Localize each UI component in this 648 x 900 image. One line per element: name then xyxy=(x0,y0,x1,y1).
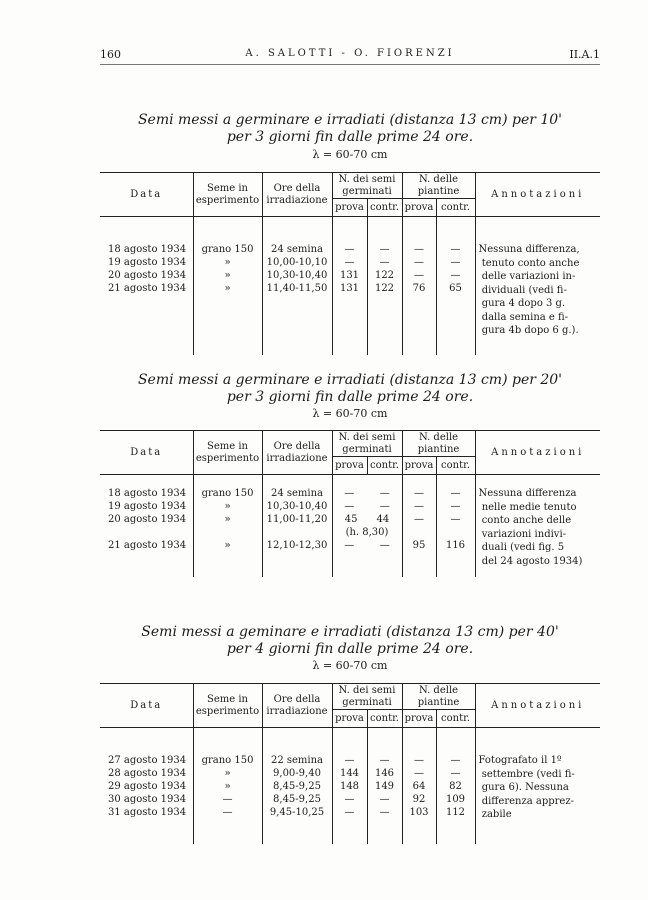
th-contr: contr. xyxy=(436,457,475,475)
col-ore: 22 semina 9,00-9,40 8,45-9,25 8,45-9,25 9,45-10,25 xyxy=(262,728,332,845)
table1 xyxy=(100,172,600,355)
col-annotazioni: Nessuna differenza, tenuto conto anche delle variazioni in- dividuali (vedi fi- gura 4 dopo 3 g. dalla semina e fi- gura 4b dopo 6 g.). xyxy=(478,244,580,336)
th-ore: Ore della irradiazione xyxy=(262,173,332,217)
th-prova: prova xyxy=(332,710,367,728)
section-ref: II.A.1 xyxy=(569,48,600,61)
col-semi-prova: — — 131 131 xyxy=(332,217,367,356)
th-annotazioni: Annotazioni xyxy=(475,684,600,728)
col-piantine-prova: — — — 95 xyxy=(402,475,436,578)
col-annotazioni: Fotografato il 1º settembre (vedi fi- gura 6). Nessuna differenza apprez- zabile xyxy=(478,755,575,820)
th-contr: contr. xyxy=(367,199,402,217)
table1-caption-line1: Semi messi a germinare e irradiati (distanza 13 cm) per 10' xyxy=(137,112,563,128)
th-prova: prova xyxy=(402,199,436,217)
th-piantine: N. delle piantine xyxy=(402,684,475,710)
col-semi-prova: — 144 148 — — xyxy=(332,728,367,845)
table2 xyxy=(100,430,600,577)
col-piantine-contr: — — — 65 xyxy=(436,217,475,356)
th-piantine: N. delle piantine xyxy=(402,173,475,199)
table2-lambda: λ = 60-70 cm xyxy=(312,407,388,420)
col-data: 18 agosto 1934 19 agosto 1934 20 agosto 1934 21 agosto 1934 xyxy=(100,475,193,578)
th-contr: contr. xyxy=(436,199,475,217)
running-header xyxy=(100,48,600,65)
th-semi: N. dei semi germinati xyxy=(332,684,402,710)
table2-caption-line2: per 3 giorni fin dalle prime 24 ore. xyxy=(226,389,474,405)
th-prova: prova xyxy=(332,457,367,475)
table3-caption xyxy=(100,624,600,658)
table3-caption-line2: per 4 giorni fin dalle prime 24 ore. xyxy=(226,641,474,657)
th-annotazioni: Annotazioni xyxy=(475,173,600,217)
th-data: Data xyxy=(100,684,193,728)
page-number: 160 xyxy=(100,48,121,61)
table2-caption xyxy=(100,372,600,406)
th-data: Data xyxy=(100,173,193,217)
col-seme: grano 150 » » — — xyxy=(193,728,262,845)
col-seme: grano 150 » » » xyxy=(193,217,262,356)
col-annotazioni: Nessuna differenza nelle medie tenuto conto anche delle variazioni indivi- duali (vedi fig. 5 del 24 agosto 1934) xyxy=(478,488,583,567)
table3 xyxy=(100,683,600,844)
th-prova: prova xyxy=(402,457,436,475)
th-prova: prova xyxy=(402,710,436,728)
col-piantine-contr: — — 82 109 112 xyxy=(436,728,475,845)
table2-caption-line1: Semi messi a germinare e irradiati (distanza 13 cm) per 20' xyxy=(137,372,563,388)
col-ore: 24 semina 10,00-10,10 10,30-10,40 11,40-11,50 xyxy=(262,217,332,356)
th-data: Data xyxy=(100,431,193,475)
col-seme: grano 150 » » » xyxy=(193,475,262,578)
th-contr: contr. xyxy=(436,710,475,728)
th-contr: contr. xyxy=(367,710,402,728)
table3-lambda: λ = 60-70 cm xyxy=(312,659,388,672)
th-semi: N. dei semi germinati xyxy=(332,431,402,457)
th-annotazioni: Annotazioni xyxy=(475,431,600,475)
table1-lambda: λ = 60-70 cm xyxy=(312,148,388,161)
th-prova: prova xyxy=(332,199,367,217)
th-piantine: N. delle piantine xyxy=(402,431,475,457)
col-data: 27 agosto 1934 28 agosto 1934 29 agosto 1934 30 agosto 1934 31 agosto 1934 xyxy=(100,728,193,845)
th-ore: Ore della irradiazione xyxy=(262,684,332,728)
col-data: 18 agosto 1934 19 agosto 1934 20 agosto 1934 21 agosto 1934 xyxy=(100,217,193,356)
th-contr: contr. xyxy=(367,457,402,475)
th-seme: Seme in esperimento xyxy=(193,173,262,217)
table1-caption xyxy=(100,112,600,146)
col-piantine-contr: — — — 116 xyxy=(436,475,475,578)
col-semi-contr: — 146 149 — — xyxy=(367,728,402,845)
th-semi: N. dei semi germinati xyxy=(332,173,402,199)
table3-caption-line1: Semi messi a geminare e irradiati (distanza 13 cm) per 40' xyxy=(141,624,559,640)
col-piantine-prova: — — — 76 xyxy=(402,217,436,356)
table1-caption-line2: per 3 giorni fin dalle prime 24 ore. xyxy=(226,129,474,145)
th-seme: Seme in esperimento xyxy=(193,431,262,475)
col-semi-contr: — — 122 122 xyxy=(367,217,402,356)
authors: A. SALOTTI - O. FIORENZI xyxy=(245,48,455,59)
col-semi-germinati: — — — — 45 44 (h. 8,30) — — xyxy=(332,475,402,578)
th-ore: Ore della irradiazione xyxy=(262,431,332,475)
col-piantine-prova: — — 64 92 103 xyxy=(402,728,436,845)
th-seme: Seme in esperimento xyxy=(193,684,262,728)
col-ore: 24 semina 10,30-10,40 11,00-11,20 12,10-12,30 xyxy=(262,475,332,578)
